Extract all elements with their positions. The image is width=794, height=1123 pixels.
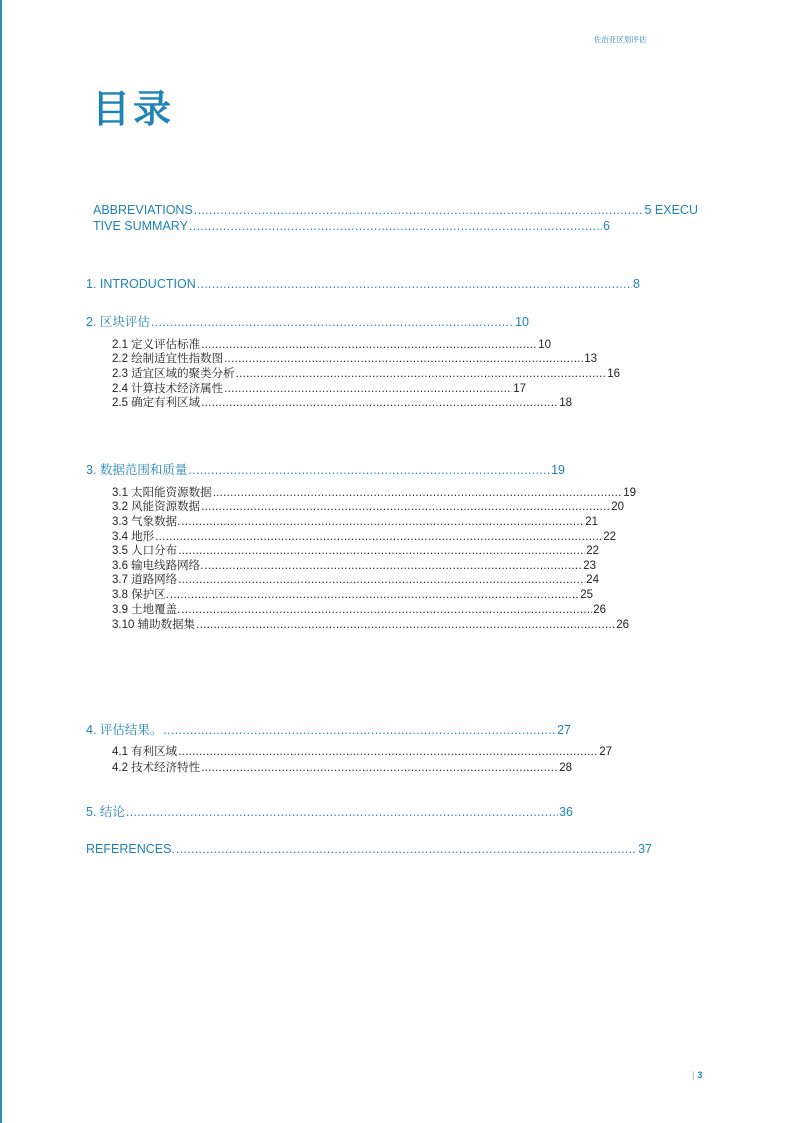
toc-entry-page: 19 (551, 463, 565, 477)
toc-leader-dots (201, 500, 610, 515)
toc-entry-title: 3.3 气象数据. (112, 516, 181, 528)
toc-leader-dots (236, 367, 607, 382)
toc-leader-dots (196, 618, 615, 633)
toc-leader-dots (189, 218, 602, 234)
toc-leader-dots (201, 761, 558, 776)
toc-leader-dots (126, 804, 558, 820)
toc-entry-page: 36 (559, 805, 573, 819)
toc-entry-page: 27 (599, 746, 612, 758)
toc-item-3-3[interactable] (112, 515, 598, 530)
toc-entry-title: 2.1 定义评估标准 (112, 339, 201, 351)
toc-leader-dots (163, 722, 556, 738)
toc-entry-page: 8 (633, 277, 640, 291)
toc-entry-title: 4. 评估结果。 (86, 723, 163, 737)
toc-entry-title: 3.9 土地覆盖. (112, 604, 181, 616)
toc-item-2-2[interactable] (112, 352, 597, 367)
toc-section-5[interactable] (86, 804, 573, 820)
toc-section-1[interactable] (86, 276, 640, 292)
toc-leader-dots (181, 603, 592, 618)
toc-leader-dots (178, 745, 598, 760)
toc-item-4-2[interactable] (112, 761, 572, 776)
page-number-divider: | (692, 1070, 695, 1080)
toc-entry-title: 3.8 保护区. (112, 589, 169, 601)
toc-entry-abbreviations[interactable] (93, 202, 698, 218)
toc-leader-dots (170, 588, 579, 603)
toc-item-2-4[interactable] (112, 382, 526, 397)
toc-entry-page: 18 (559, 397, 572, 409)
toc-entry-page: 22 (586, 545, 599, 557)
toc-entry-title: 4.2 技术经济特性 (112, 762, 201, 774)
toc-entry-page: 6 (603, 219, 610, 233)
toc-entry-page: 5 EXECU (644, 203, 698, 217)
toc-entry-title: 2.5 确定有利区域 (112, 397, 201, 409)
toc-entry-title: 3.5 人口分布 (112, 545, 178, 557)
toc-entry-title: 1. INTRODUCTION (86, 277, 196, 291)
toc-entry-page: 25 (580, 589, 593, 601)
toc-entry-title: 3.10 辅助数据集 (112, 619, 196, 631)
toc-section-2[interactable] (86, 314, 529, 330)
toc-leader-dots (155, 530, 602, 545)
toc-entry-page: 16 (607, 368, 620, 380)
toc-entry-page: 20 (611, 501, 624, 513)
page-number-value: 3 (697, 1070, 703, 1080)
toc-entry-title: ABBREVIATIONS (93, 203, 193, 217)
toc-entry-page: 21 (585, 516, 598, 528)
toc-leader-dots (197, 276, 632, 292)
toc-entry-page: 28 (559, 762, 572, 774)
toc-item-3-10[interactable] (112, 618, 629, 633)
toc-entry-title: 3. 数据范围和质量 (86, 463, 188, 477)
running-header: 佐治亚区划评估 (593, 35, 647, 44)
toc-entry-title: TIVE SUMMARY (93, 219, 188, 233)
toc-entry-title: 3.1 太阳能资源数据 (112, 487, 212, 499)
toc-leader-dots (201, 338, 537, 353)
toc-entry-title: 5. 结论 (86, 805, 125, 819)
toc-leader-dots (151, 314, 514, 330)
toc-entry-executive-summary[interactable] (93, 218, 610, 234)
toc-item-3-1[interactable] (112, 486, 636, 501)
toc-entry-title: 3.7 道路网络 (112, 574, 178, 586)
toc-item-3-9[interactable] (112, 603, 606, 618)
toc-section-4[interactable] (86, 722, 571, 738)
toc-leader-dots (194, 202, 644, 218)
toc-entry-page: 13 (584, 353, 597, 365)
page-number (692, 1070, 702, 1080)
toc-entry-title: 3.4 地形 (112, 531, 155, 543)
toc-leader-dots (188, 462, 550, 478)
toc-section-3[interactable] (86, 462, 565, 478)
toc-entry-title: 4.1 有利区域 (112, 746, 178, 758)
toc-entry-page: 23 (583, 560, 596, 572)
toc-entry-page: 17 (513, 383, 526, 395)
toc-item-2-1[interactable] (112, 338, 551, 353)
toc-entry-title: 2.3 适宜区域的聚类分析 (112, 368, 235, 380)
toc-leader-dots (201, 396, 558, 411)
toc-item-3-8[interactable] (112, 588, 593, 603)
toc-leader-dots (204, 559, 582, 574)
toc-leader-dots (213, 486, 623, 501)
toc-item-3-6[interactable] (112, 559, 596, 574)
toc-item-4-1[interactable] (112, 745, 612, 760)
toc-item-3-7[interactable] (112, 573, 599, 588)
toc-entry-title: 2. 区块评估 (86, 315, 150, 329)
toc-entry-references[interactable] (86, 841, 652, 857)
toc-entry-title: 2.2 绘制适宜性指数图 (112, 353, 224, 365)
toc-entry-title: 3.2 风能资源数据 (112, 501, 201, 513)
toc-leader-dots (176, 841, 637, 857)
toc-leader-dots (224, 352, 583, 367)
toc-item-3-2[interactable] (112, 500, 624, 515)
toc-leader-dots (181, 515, 584, 530)
toc-entry-page: 26 (593, 604, 606, 616)
toc-leader-dots (224, 382, 512, 397)
toc-leader-dots (178, 573, 585, 588)
toc-entry-page: 10 (515, 315, 529, 329)
page-title: 目录 (92, 89, 175, 131)
toc-entry-page: 37 (638, 842, 652, 856)
toc-entry-page: 19 (623, 487, 636, 499)
left-margin-rule (0, 0, 2, 1123)
toc-entry-page: 22 (603, 531, 616, 543)
toc-entry-page: 27 (557, 723, 571, 737)
toc-entry-title: 2.4 计算技术经济属性 (112, 383, 224, 395)
toc-item-3-4[interactable] (112, 530, 616, 545)
toc-entry-title: 3.6 输电线路网络. (112, 560, 204, 572)
toc-entry-page: 26 (616, 619, 629, 631)
toc-item-2-3[interactable] (112, 367, 620, 382)
toc-leader-dots (178, 544, 585, 559)
toc-entry-page: 24 (586, 574, 599, 586)
toc-item-3-5[interactable] (112, 544, 599, 559)
toc-entry-title: REFERENCES. (86, 842, 175, 856)
toc-entry-page: 10 (538, 339, 551, 351)
toc-item-2-5[interactable] (112, 396, 572, 411)
